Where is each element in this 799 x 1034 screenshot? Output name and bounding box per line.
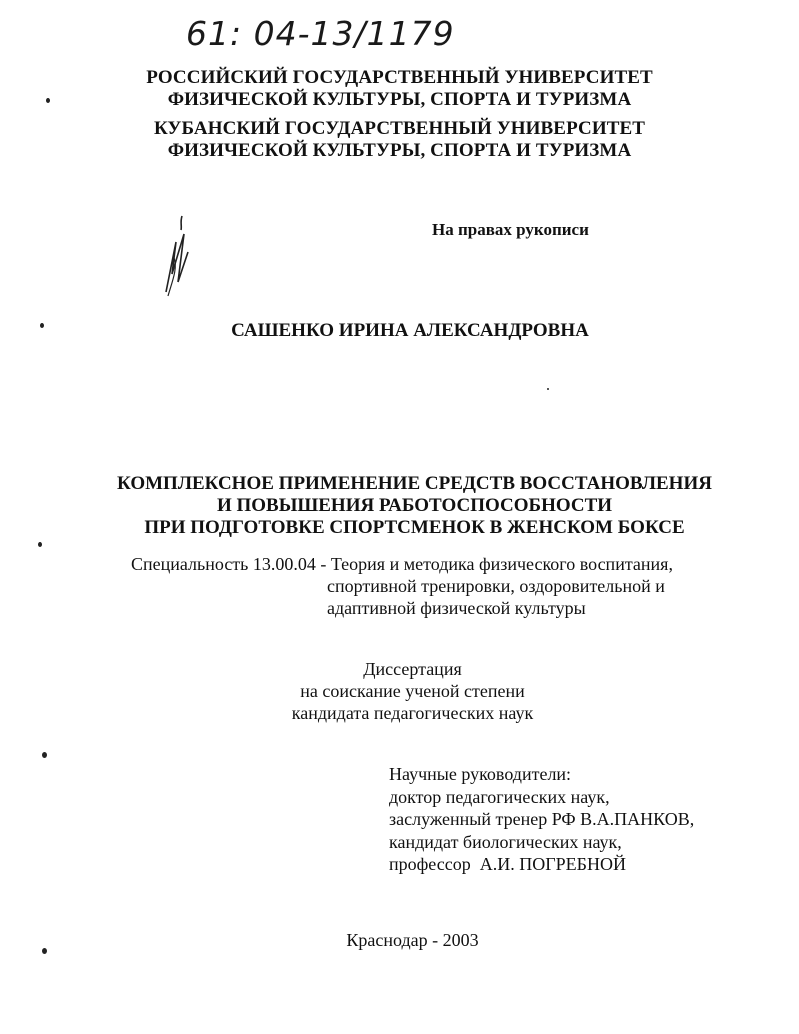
advisor-line: кандидат биологических наук, [389,831,622,852]
advisor-line: заслуженный тренер РФ В.А.ПАНКОВ, [389,809,695,829]
title-line: КОМПЛЕКСНОЕ ПРИМЕНЕНИЕ СРЕДСТВ ВОССТАНОВЛЕНИЯ [117,473,712,494]
advisor-line: доктор педагогических наук, [389,786,610,807]
author-name: САШЕНКО ИРИНА АЛЕКСАНДРОВНА [231,320,589,341]
specialty-line: Специальность 13.00.04 - Теория и методика физического воспитания, [131,554,673,574]
degree-block [0,658,799,724]
specialty-line: спортивной тренировки, оздоровительной и [327,576,665,596]
title-line: ПРИ ПОДГОТОВКЕ СПОРТСМЕНОК В ЖЕНСКОМ БОКСЕ [144,517,685,538]
advisors-block [389,763,694,876]
organization-line: ФИЗИЧЕСКОЙ КУЛЬТУРЫ, СПОРТА И ТУРИЗМА [167,89,632,110]
organization-line: РОССИЙСКИЙ ГОСУДАРСТВЕННЫЙ УНИВЕРСИТЕТ [146,67,653,88]
place-year: Краснодар - 2003 [346,930,479,950]
manuscript-rights-note: На правах рукописи [432,220,589,239]
organization-line: ФИЗИЧЕСКОЙ КУЛЬТУРЫ, СПОРТА И ТУРИЗМА [167,140,632,161]
signature-mark [160,212,200,302]
title-line: И ПОВЫШЕНИЯ РАБОТОСПОСОБНОСТИ [216,495,613,516]
degree-line: Диссертация [363,659,462,679]
dissertation-title [0,473,799,539]
margin-speck [547,388,549,390]
handwritten-archive-code: 61: 04-13/1179 [186,14,455,53]
advisors-heading: Научные руководители: [389,764,572,784]
organization-block [0,118,799,162]
advisor-line: профессор А.И. ПОГРЕБНОЙ [389,854,626,874]
organization-line: КУБАНСКИЙ ГОСУДАРСТВЕННЫЙ УНИВЕРСИТЕТ [153,118,646,139]
organization-block [0,67,799,111]
degree-line: кандидата педагогических наук [291,703,534,723]
margin-speck [38,542,42,547]
specialty-line: адаптивной физической культуры [327,598,586,618]
margin-speck [42,752,47,758]
degree-line: на соискание ученой степени [300,681,525,701]
